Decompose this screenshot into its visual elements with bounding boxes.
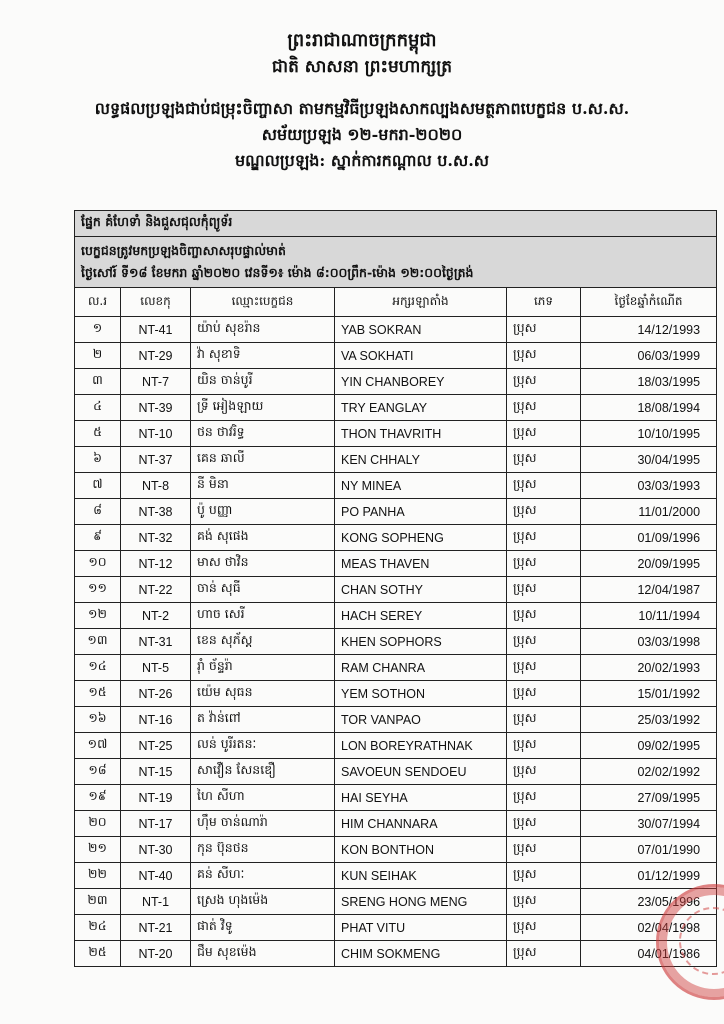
table-row [75, 707, 717, 733]
cell-name-latin: TOR VANPAO [335, 707, 507, 733]
cell-no: ១៣ [75, 629, 121, 655]
cell-no: ២២ [75, 863, 121, 889]
cell-dob: 23/05/1996 [581, 889, 717, 915]
document-header [0, 28, 724, 174]
cell-sex: ប្រុស [507, 499, 581, 525]
cell-no: ១០ [75, 551, 121, 577]
cell-no: ១ [75, 317, 121, 343]
table-row [75, 473, 717, 499]
cell-name-kh: ខេន សុភ័ស្ត [191, 629, 335, 655]
cell-name-latin: PO PANHA [335, 499, 507, 525]
table-row [75, 915, 717, 941]
cell-code: NT-7 [121, 369, 191, 395]
cell-sex: ប្រុស [507, 863, 581, 889]
cell-sex: ប្រុស [507, 525, 581, 551]
table-row [75, 941, 717, 967]
cell-name-kh: ថន ថាវរិទ្ធ [191, 421, 335, 447]
cell-name-kh: ទ្រី អៀងឡាយ [191, 395, 335, 421]
table-row [75, 447, 717, 473]
cell-dob: 06/03/1999 [581, 343, 717, 369]
table-row [75, 603, 717, 629]
cell-code: NT-19 [121, 785, 191, 811]
cell-dob: 01/12/1999 [581, 863, 717, 889]
cell-name-latin: YAB SOKRAN [335, 317, 507, 343]
cell-no: ១១ [75, 577, 121, 603]
cell-sex: ប្រុស [507, 707, 581, 733]
cell-dob: 10/11/1994 [581, 603, 717, 629]
cell-name-kh: គង់ សុផេង [191, 525, 335, 551]
cell-dob: 03/03/1998 [581, 629, 717, 655]
cell-dob: 11/01/2000 [581, 499, 717, 525]
cell-name-kh: ជឹម សុខម៉េង [191, 941, 335, 967]
table-row [75, 499, 717, 525]
cell-code: NT-1 [121, 889, 191, 915]
cell-name-kh: យ៉េម សុធន [191, 681, 335, 707]
cell-code: NT-29 [121, 343, 191, 369]
cell-name-latin: CHAN SOTHY [335, 577, 507, 603]
cell-name-kh: យិន ចាន់បូរី [191, 369, 335, 395]
cell-dob: 04/01/1986 [581, 941, 717, 967]
cell-dob: 02/02/1992 [581, 759, 717, 785]
section-title: ផ្នែក គំហែទាំ និងជួសជុលកុំព្យូទ័រ [75, 211, 717, 237]
cell-sex: ប្រុស [507, 889, 581, 915]
cell-dob: 12/04/1987 [581, 577, 717, 603]
cell-name-latin: SRENG HONG MENG [335, 889, 507, 915]
schedule-line-1: បេក្ខជនត្រូវមកប្រឡងចិញ្ចាសាសរុបផ្ទាល់មាត់ [81, 243, 286, 258]
cell-code: NT-26 [121, 681, 191, 707]
cell-name-kh: គន់ សីហៈ [191, 863, 335, 889]
cell-name-kh: ត វ៉ាន់ពៅ [191, 707, 335, 733]
cell-code: NT-20 [121, 941, 191, 967]
cell-no: ២០ [75, 811, 121, 837]
cell-no: ៣ [75, 369, 121, 395]
cell-name-latin: MEAS THAVEN [335, 551, 507, 577]
table-row [75, 343, 717, 369]
cell-sex: ប្រុស [507, 577, 581, 603]
cell-no: ១៧ [75, 733, 121, 759]
cell-name-kh: ផាត់ វិទូ [191, 915, 335, 941]
cell-name-latin: HIM CHANNARA [335, 811, 507, 837]
cell-code: NT-15 [121, 759, 191, 785]
col-header-name-kh: ឈ្មោះបេក្ខជន [191, 288, 335, 317]
cell-name-kh: មាស ថាវិន [191, 551, 335, 577]
table-row [75, 681, 717, 707]
cell-no: ១៥ [75, 681, 121, 707]
cell-dob: 02/04/1998 [581, 915, 717, 941]
cell-name-latin: NY MINEA [335, 473, 507, 499]
cell-no: ៥ [75, 421, 121, 447]
cell-code: NT-17 [121, 811, 191, 837]
cell-no: ១២ [75, 603, 121, 629]
cell-no: ៨ [75, 499, 121, 525]
cell-name-latin: VA SOKHATI [335, 343, 507, 369]
cell-no: ២៤ [75, 915, 121, 941]
cell-sex: ប្រុស [507, 603, 581, 629]
table-row [75, 551, 717, 577]
cell-no: ៧ [75, 473, 121, 499]
cell-dob: 15/01/1992 [581, 681, 717, 707]
cell-sex: ប្រុស [507, 395, 581, 421]
cell-sex: ប្រុស [507, 473, 581, 499]
cell-name-kh: វ៉ា សុខាទិ [191, 343, 335, 369]
cell-code: NT-10 [121, 421, 191, 447]
cell-sex: ប្រុស [507, 447, 581, 473]
cell-sex: ប្រុស [507, 343, 581, 369]
cell-sex: ប្រុស [507, 369, 581, 395]
cell-name-kh: ហៃ សីហា [191, 785, 335, 811]
cell-name-latin: KUN SEIHAK [335, 863, 507, 889]
cell-sex: ប្រុស [507, 681, 581, 707]
cell-dob: 20/02/1993 [581, 655, 717, 681]
cell-name-kh: យ៉ាប់ សុខរ៉ាន [191, 317, 335, 343]
cell-name-latin: KEN CHHALY [335, 447, 507, 473]
cell-dob: 30/04/1995 [581, 447, 717, 473]
kingdom-title: ព្រះរាជាណាចក្រកម្ពុជា [287, 30, 437, 51]
table-row [75, 759, 717, 785]
schedule-line-2: ថ្ងៃសៅរ៍ ទី១៨ ខែមករា ឆ្នាំ២០២០ វេនទី១៖ ម៉ោង ៨:០០ព្រឹក-ម៉ោង ១២:០០ថ្ងៃត្រង់ [81, 265, 474, 280]
cell-code: NT-40 [121, 863, 191, 889]
section-schedule-row [75, 237, 717, 288]
cell-dob: 10/10/1995 [581, 421, 717, 447]
cell-code: NT-39 [121, 395, 191, 421]
exam-center: មណ្ឌលប្រឡង: ស្នាក់ការកណ្ដាល ប.ស.ស [234, 151, 490, 170]
section-title-row [75, 211, 717, 237]
cell-code: NT-32 [121, 525, 191, 551]
cell-dob: 25/03/1992 [581, 707, 717, 733]
table-row [75, 785, 717, 811]
table-row [75, 733, 717, 759]
cell-code: NT-37 [121, 447, 191, 473]
cell-name-kh: ហាច សេរី [191, 603, 335, 629]
cell-dob: 30/07/1994 [581, 811, 717, 837]
cell-dob: 20/09/1995 [581, 551, 717, 577]
cell-dob: 07/01/1990 [581, 837, 717, 863]
cell-no: ១៨ [75, 759, 121, 785]
cell-no: ២៥ [75, 941, 121, 967]
cell-code: NT-41 [121, 317, 191, 343]
table-row [75, 577, 717, 603]
cell-code: NT-2 [121, 603, 191, 629]
table-row [75, 655, 717, 681]
col-header-no: ល.រ [75, 288, 121, 317]
cell-sex: ប្រុស [507, 733, 581, 759]
cell-no: ១៦ [75, 707, 121, 733]
cell-code: NT-12 [121, 551, 191, 577]
cell-sex: ប្រុស [507, 759, 581, 785]
cell-code: NT-22 [121, 577, 191, 603]
cell-no: ៤ [75, 395, 121, 421]
cell-dob: 18/03/1995 [581, 369, 717, 395]
cell-sex: ប្រុស [507, 811, 581, 837]
table-row [75, 317, 717, 343]
cell-name-kh: កុន ប៊ុនថន [191, 837, 335, 863]
col-header-sex: ភេទ [507, 288, 581, 317]
cell-no: ២១ [75, 837, 121, 863]
cell-sex: ប្រុស [507, 551, 581, 577]
cell-name-kh: រ៉ាំ ច័ន្ទរ៉ា [191, 655, 335, 681]
cell-dob: 01/09/1996 [581, 525, 717, 551]
section-schedule [75, 237, 717, 288]
cell-no: ២៣ [75, 889, 121, 915]
table-row [75, 369, 717, 395]
table-row [75, 629, 717, 655]
column-header-row [75, 288, 717, 317]
cell-dob: 27/09/1995 [581, 785, 717, 811]
cell-sex: ប្រុស [507, 317, 581, 343]
cell-sex: ប្រុស [507, 655, 581, 681]
cell-sex: ប្រុស [507, 421, 581, 447]
cell-sex: ប្រុស [507, 629, 581, 655]
cell-name-kh: សាវឿន សែនឌឿ [191, 759, 335, 785]
cell-name-latin: HAI SEYHA [335, 785, 507, 811]
cell-name-latin: KONG SOPHENG [335, 525, 507, 551]
table-row [75, 863, 717, 889]
table-row [75, 395, 717, 421]
cell-name-kh: គេន ឆាលី [191, 447, 335, 473]
cell-name-latin: LON BOREYRATHNAK [335, 733, 507, 759]
cell-code: NT-21 [121, 915, 191, 941]
cell-sex: ប្រុស [507, 837, 581, 863]
exam-session: សម័យប្រឡង ១២-មករា-២០២០ [261, 125, 463, 144]
result-title: លទ្ធផលប្រឡងជាប់ជម្រុះចិញ្ចាសា តាមកម្មវិធីប្រឡងសាកល្បងសមត្ថភាពបេក្ខជន ប.ស.ស. [94, 99, 630, 118]
cell-no: ២ [75, 343, 121, 369]
cell-name-kh: ប៉ូ បញ្ញា [191, 499, 335, 525]
cell-name-latin: PHAT VITU [335, 915, 507, 941]
cell-name-kh: ចាន់ សុធី [191, 577, 335, 603]
cell-sex: ប្រុស [507, 785, 581, 811]
cell-name-kh: នី មិនា [191, 473, 335, 499]
cell-name-latin: YEM SOTHON [335, 681, 507, 707]
table-row [75, 889, 717, 915]
cell-dob: 09/02/1995 [581, 733, 717, 759]
cell-name-latin: KHEN SOPHORS [335, 629, 507, 655]
cell-name-latin: YIN CHANBOREY [335, 369, 507, 395]
cell-code: NT-31 [121, 629, 191, 655]
cell-no: ១៤ [75, 655, 121, 681]
cell-dob: 03/03/1993 [581, 473, 717, 499]
cell-sex: ប្រុស [507, 915, 581, 941]
cell-code: NT-5 [121, 655, 191, 681]
table-row [75, 525, 717, 551]
cell-name-latin: RAM CHANRA [335, 655, 507, 681]
cell-name-latin: SAVOEUN SENDOEU [335, 759, 507, 785]
cell-name-latin: KON BONTHON [335, 837, 507, 863]
results-table [74, 210, 717, 967]
cell-name-latin: HACH SEREY [335, 603, 507, 629]
cell-no: ១៩ [75, 785, 121, 811]
cell-code: NT-16 [121, 707, 191, 733]
cell-code: NT-30 [121, 837, 191, 863]
table-row [75, 421, 717, 447]
cell-dob: 14/12/1993 [581, 317, 717, 343]
cell-code: NT-8 [121, 473, 191, 499]
table-row [75, 811, 717, 837]
col-header-code: លេខកុ [121, 288, 191, 317]
cell-code: NT-25 [121, 733, 191, 759]
cell-no: ៦ [75, 447, 121, 473]
cell-name-latin: TRY EANGLAY [335, 395, 507, 421]
cell-name-latin: THON THAVRITH [335, 421, 507, 447]
col-header-dob: ថ្ងៃខែឆ្នាំកំណើត [581, 288, 717, 317]
col-header-name-latin: អក្សរឡាតាំង [335, 288, 507, 317]
cell-no: ៩ [75, 525, 121, 551]
cell-dob: 18/08/1994 [581, 395, 717, 421]
motto: ជាតិ សាសនា ព្រះមហាក្សត្រ [271, 57, 453, 77]
cell-name-latin: CHIM SOKMENG [335, 941, 507, 967]
table-row [75, 837, 717, 863]
cell-name-kh: លន់ បូរីរតនៈ [191, 733, 335, 759]
cell-sex: ប្រុស [507, 941, 581, 967]
cell-name-kh: ហ៊ឹម ចាន់ណារ៉ា [191, 811, 335, 837]
cell-code: NT-38 [121, 499, 191, 525]
cell-name-kh: ស្រេង ហុងម៉េង [191, 889, 335, 915]
